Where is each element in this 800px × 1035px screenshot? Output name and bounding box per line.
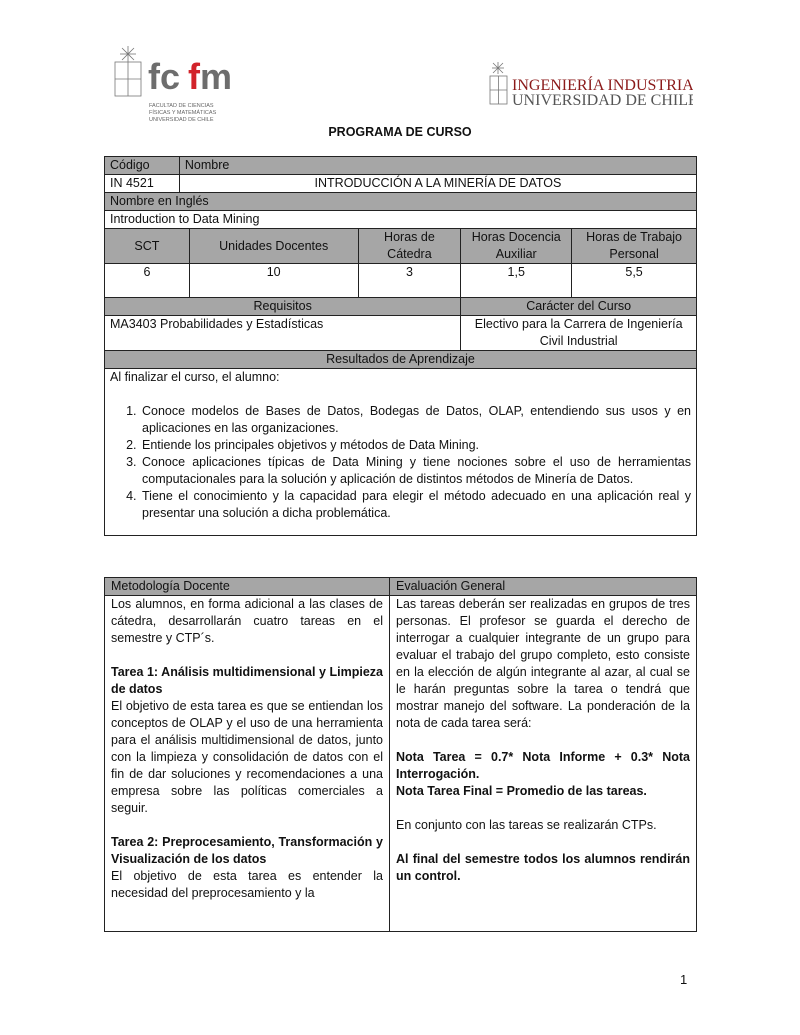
- evaluation-label: Evaluación General: [390, 578, 697, 596]
- methodology-label: Metodología Docente: [105, 578, 390, 596]
- requirements-label: Requisitos: [105, 298, 461, 316]
- svg-text:FÍSICAS Y MATEMÁTICAS: FÍSICAS Y MATEMÁTICAS: [149, 110, 217, 116]
- svg-text:FACULTAD DE CIENCIAS: FACULTAD DE CIENCIAS: [149, 103, 214, 109]
- learning-outcome: 1. Conoce modelos de Bases de Datos, Bodegas de Datos, OLAP, entendiendo sus usos y en aplicaciones en las organizaciones.: [140, 403, 691, 437]
- learning-outcome: 2. Entiende los principales objetivos y métodos de Data Mining.: [140, 437, 691, 454]
- learning-outcome: 3. Conoce aplicaciones típicas de Data Mining y tiene nociones sobre el uso de herramientas computacionales para la solución y aplicación de distintos métodos de Minería de Datos.: [140, 454, 691, 488]
- learning-outcomes-intro: Al finalizar el curso, el alumno:: [110, 370, 280, 384]
- units-header-auxiliar: Horas Docencia Auxiliar: [461, 229, 572, 264]
- task1-title: Tarea 1: Análisis multidimensional y Limpieza de datos: [111, 665, 383, 696]
- units-value-catedra: 3: [358, 264, 461, 298]
- page-number: 1: [680, 972, 688, 987]
- course-name: INTRODUCCIÓN A LA MINERÍA DE DATOS: [179, 175, 696, 193]
- units-header-catedra: Horas de Cátedra: [358, 229, 461, 264]
- crest-icon: [490, 62, 507, 104]
- svg-text:fc: fc: [148, 56, 181, 97]
- units-header-sct: SCT: [105, 229, 190, 264]
- course-character: Electivo para la Carrera de Ingeniería Civil Industrial: [461, 316, 697, 351]
- final-exam-note: Al final del semestre todos los alumnos rendirán un control.: [396, 852, 690, 883]
- units-header-personal: Horas de Trabajo Personal: [572, 229, 697, 264]
- units-value-ud: 10: [189, 264, 358, 298]
- english-name: Introduction to Data Mining: [105, 211, 697, 229]
- methodology-intro: Los alumnos, en forma adicional a las clases de cátedra, desarrollarán cuatro tareas en el semestre y CTP´s.: [111, 597, 383, 645]
- learning-outcomes-label: Resultados de Aprendizaje: [105, 351, 697, 369]
- methodology-evaluation-table: [104, 577, 697, 932]
- task1-text: El objetivo de esta tarea es que se entiendan los conceptos de OLAP y el uso de una herramienta para el análisis multidimensional de datos, junto con la limpieza y consolidación de datos con el fin de dar soluciones y recomendaciones a una empresa sobre las políticas comerciales a seguir.: [111, 699, 383, 815]
- course-code: IN 4521: [105, 175, 180, 193]
- learning-outcome: 4. Tiene el conocimiento y la capacidad para elegir el método adecuado en una aplicación real y presentar una solución a dicha problemática.: [140, 488, 691, 522]
- svg-text:UNIVERSIDAD DE CHILE: UNIVERSIDAD DE CHILE: [512, 92, 693, 109]
- ingenieria-industrial-logo: [488, 60, 693, 110]
- svg-text:m: m: [200, 56, 233, 97]
- units-header-ud: Unidades Docentes: [189, 229, 358, 264]
- task2-title: Tarea 2: Preprocesamiento, Transformación y Visualización de los datos: [111, 835, 383, 866]
- svg-text:f: f: [188, 56, 200, 97]
- units-value-personal: 5,5: [572, 264, 697, 298]
- code-label: Código: [105, 157, 180, 175]
- requirements: MA3403 Probabilidades y Estadísticas: [105, 316, 461, 351]
- svg-text:INGENIERÍA INDUSTRIAL: INGENIERÍA INDUSTRIAL: [512, 77, 693, 94]
- final-grade-formula: Nota Tarea Final = Promedio de las tareas.: [396, 784, 647, 798]
- fcfm-logo: [112, 44, 237, 126]
- task2-text: El objetivo de esta tarea es entender la necesidad del preprocesamiento y la: [111, 869, 383, 900]
- units-value-sct: 6: [105, 264, 190, 298]
- grade-formula: Nota Tarea = 0.7* Nota Informe + 0.3* Nota Interrogación.: [396, 750, 690, 781]
- evaluation-text: Las tareas deberán ser realizadas en grupos de tres personas. El profesor se guarda el derecho de interrogar a cualquier integrante de un grupo para evaluar el trabajo del grupo completo, esto consiste en la elección de algún integrante al azar, al cual se le harán preguntas sobre la tarea o tendrá que mostrar manejo del software. La ponderación de la nota de cada tarea será:: [396, 597, 690, 730]
- document-title: PROGRAMA DE CURSO: [328, 125, 472, 139]
- name-label: Nombre: [179, 157, 696, 175]
- course-info-table: [104, 156, 697, 536]
- university-crest-icon: [112, 44, 237, 126]
- english-name-label: Nombre en Inglés: [105, 193, 697, 211]
- units-value-auxiliar: 1,5: [461, 264, 572, 298]
- svg-text:UNIVERSIDAD DE CHILE: UNIVERSIDAD DE CHILE: [149, 117, 214, 123]
- character-label: Carácter del Curso: [461, 298, 697, 316]
- learning-outcomes-list: [110, 403, 691, 522]
- ctp-note: En conjunto con las tareas se realizarán CTPs.: [396, 818, 657, 832]
